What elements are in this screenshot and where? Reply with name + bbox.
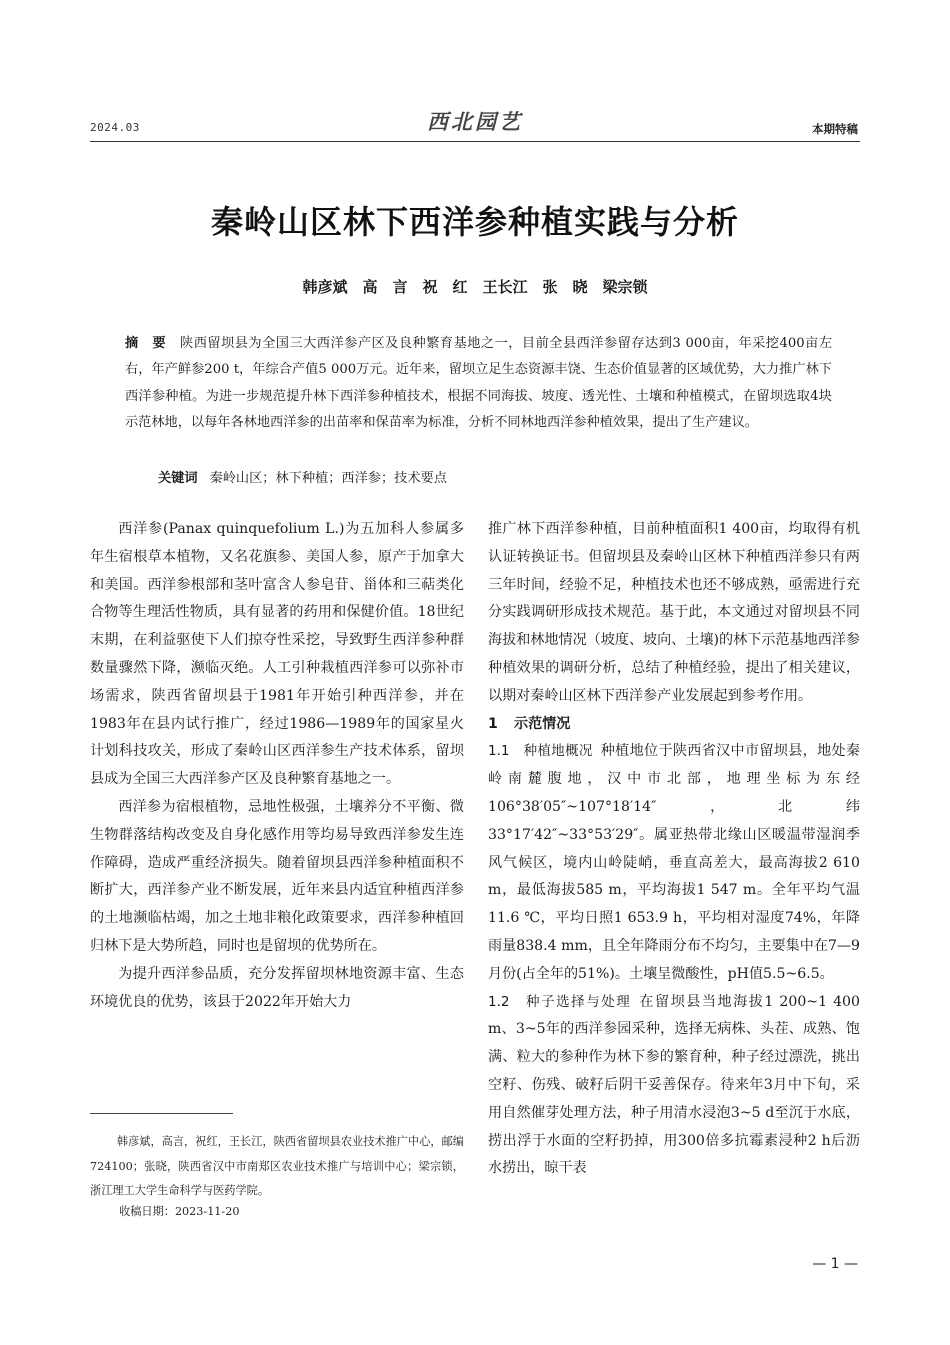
keywords-text: 秦岭山区；林下种植；西洋参；技术要点 (209, 471, 447, 486)
subsection-heading: 1.2 种子选择与处理 (488, 993, 632, 1010)
header-rule (90, 141, 860, 142)
paragraph: 推广林下西洋参种植，目前种植面积1 400亩，均取得有机认证转换证书。但留坝县及秦岭山区林下种植西洋参只有两三年时间，经验不足，种植技术也还不够成熟，亟需进行充分实践调研形成技术规范。基于此，本文通过对留坝县不同海拔和林地情况（坡度、坡向、土壤)的林下示范基地西洋参种植效果的调研分析，总结了种植经验，提出了相关建议，以期对秦岭山区林下西洋参产业发展起到参考作用。 (488, 521, 860, 704)
paragraph: 为提升西洋参品质，充分发挥留坝林地资源丰富、生态环境优良的优势，该县于2022年开始大力 (90, 965, 464, 1010)
subsection-text: 种植地位于陕西省汉中市留坝县，地处秦岭南麓腹地，汉中市北部，地理坐标为东经106°38′05″~107°18′14″，北纬33°17′42″~33°53′29″。属亚热带北缘山区暖温带湿润季风气候区，境内山岭陡峭，垂直高差大，最高海拔2 610 m，最低海拔585 m，平均海拔1 547 m。全年平均气温11.6 ℃，平均日照1 653.9 h，平均相对湿度74%，年降雨量838.4 mm，且全年降雨分布不均匀，主要集中在7—9月份(占全年的51%)。土壤呈微酸性，pH值5.5~6.5。 (488, 743, 860, 982)
subsection-text: 在留坝县当地海拔1 200~1 400 m、3~5年的西洋参园采种，选择无病株、头茬、成熟、饱满、粒大的参种作为林下参的繁育种，种子经过漂洗，挑出空籽、伤残、破籽后阴干妥善保存。待来年3月中下旬，采用自然催芽处理方法，种子用清水浸泡3~5 d至沉于水底，捞出浮于水面的空籽扔掉，用300倍多抗霉素浸种2 h后沥水捞出，晾干表 (488, 993, 860, 1177)
section-heading (488, 711, 860, 739)
subsection-1-1 (488, 738, 860, 988)
journal-logo: 西北园艺 (427, 109, 523, 134)
abstract-text: 陕西留坝县为全国三大西洋参产区及良种繁育基地之一，目前全县西洋参留存达到3 000亩，年采挖400亩左右，年产鲜参200 t，年综合产值5 000万元。近年来，留坝立足生态资源丰饶、生态价值显著的区域优势，大力推广林下西洋参种植。为进一步规范提升林下西洋参种植技术，根据不同海拔、坡度、透光性、土壤和种植模式，在留坝选取4块示范林地，以每年各林地西洋参的出苗率和保苗率为标准，分析不同林地西洋参种植效果，提出了生产建议。 (125, 336, 833, 430)
page-number: — 1 — (812, 1256, 858, 1272)
subsection-1-2 (488, 989, 860, 1184)
footnote-rule (90, 1113, 233, 1114)
paragraph: 西洋参为宿根植物，忌地性极强，土壤养分不平衡、微生物群落结构改变及自身化感作用等均易导致西洋参发生连作障碍，造成严重经济损失。随着留坝县西洋参种植面积不断扩大，西洋参产业不断发展，近年来县内适宜种植西洋参的土地濒临枯竭，加之土地非粮化政策要求，西洋参种植回归林下是大势所趋，同时也是留坝的优势所在。 (90, 798, 464, 954)
article-title: 秦岭山区林下西洋参种植实践与分析 (210, 203, 739, 241)
section-number: 1 (488, 715, 498, 732)
abstract (125, 331, 832, 436)
subsection-heading: 1.1 种植地概况 (488, 743, 593, 760)
received-date: 收稿日期：2023-11-20 (119, 1205, 240, 1218)
abstract-label: 摘 要 (125, 336, 167, 351)
section-title: 示范情况 (514, 715, 571, 732)
paragraph: 西洋参(Panax quinquefolium L.)为五加科人参属多年生宿根草本植物，又名花旗参、美国人参，原产于加拿大和美国。西洋参根部和茎叶富含人参皂苷、甾体和三萜类化合物等生理活性物质，具有显著的药用和保健价值。18世纪末期，在利益驱使下人们掠夺性采挖，导致野生西洋参种群数量骤然下降，濒临灭绝。人工引种栽植西洋参可以弥补市场需求，陕西省留坝县于1981年开始引种西洋参，并在1983年在县内试行推广，经过1986—1989年的国家星火计划科技攻关，形成了秦岭山区西洋参生产技术体系，留坝县成为全国三大西洋参产区及良种繁育基地之一。 (90, 521, 464, 788)
keywords-label: 关键词 (158, 471, 198, 486)
body-left-column (90, 516, 464, 1016)
author-list: 韩彦斌 高 言 祝 红 王长江 张 晓 梁宗锁 (302, 278, 648, 296)
issue-date: 2024.03 (90, 121, 140, 134)
column-name: 本期特稿 (812, 122, 858, 136)
body-right-column (488, 516, 860, 1183)
author-affiliations: 韩彦斌，高言，祝红，王长江，陕西省留坝县农业技术推广中心，邮编724100；张晓，陕西省汉中市南郑区农业技术推广与培训中心；梁宗锁，浙江理工大学生命科学与医药学院。 (90, 1135, 464, 1197)
keywords (158, 467, 838, 491)
